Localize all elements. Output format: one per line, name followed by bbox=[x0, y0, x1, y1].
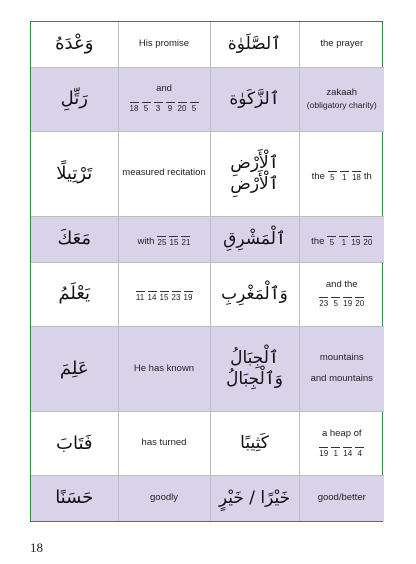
english-meaning-blank-line bbox=[312, 168, 372, 184]
arabic-word-cell bbox=[210, 216, 299, 262]
letter-blank: 1 bbox=[340, 171, 349, 184]
arabic-word-cell bbox=[31, 131, 118, 216]
table-row bbox=[31, 131, 384, 216]
arabic-word-cell bbox=[31, 327, 118, 412]
letter-blank: 23 bbox=[319, 299, 329, 309]
english-meaning-text: zakaah bbox=[326, 86, 358, 98]
english-meaning-blank-line bbox=[319, 444, 364, 460]
english-meaning-cell bbox=[299, 67, 384, 131]
arabic-word-cell bbox=[31, 476, 118, 521]
english-meaning-text: measured recitation bbox=[122, 167, 206, 179]
english-meaning-text: and the bbox=[325, 278, 358, 290]
letter-blank: 19 bbox=[351, 238, 361, 248]
arabic-word-cell bbox=[210, 131, 299, 216]
english-meaning-cell bbox=[299, 476, 384, 521]
arabic-word bbox=[214, 229, 296, 250]
english-meaning-blank-line bbox=[138, 233, 191, 249]
english-meaning-text: goodly bbox=[150, 492, 178, 504]
english-meaning-subtext: (obligatory charity) bbox=[306, 99, 377, 110]
english-meaning-cell bbox=[118, 131, 210, 216]
arabic-word-cell bbox=[31, 262, 118, 326]
letter-blank: 20 bbox=[177, 104, 187, 114]
arabic-word-line: ٱلزَّكَوٰة bbox=[229, 88, 280, 109]
english-meaning-blanks bbox=[328, 171, 361, 184]
letter-blank: 15 bbox=[159, 292, 169, 302]
arabic-word-line: وَٱلْمَغْرِبِ bbox=[221, 283, 288, 304]
arabic-word-cell bbox=[210, 327, 299, 412]
arabic-word-cell bbox=[210, 22, 299, 67]
arabic-word bbox=[214, 488, 296, 509]
letter-blank: 5 bbox=[327, 236, 336, 249]
table-row bbox=[31, 22, 384, 67]
english-meaning-blanks bbox=[327, 236, 372, 249]
english-meaning-cell bbox=[118, 262, 210, 326]
letter-blank: 25 bbox=[157, 238, 167, 248]
arabic-word-cell bbox=[210, 262, 299, 326]
english-meaning-blank-line bbox=[136, 288, 193, 304]
english-meaning-blank-line bbox=[319, 294, 364, 310]
letter-blank: 3 bbox=[154, 102, 163, 115]
english-meaning-cell bbox=[299, 327, 384, 412]
arabic-word-cell bbox=[31, 22, 118, 67]
letter-blank: 19 bbox=[343, 299, 353, 309]
english-meaning-blanks bbox=[319, 297, 364, 310]
vocabulary-table-body bbox=[31, 22, 384, 521]
letter-blank: 20 bbox=[355, 299, 365, 309]
arabic-word: وَعْدَهُ bbox=[55, 33, 94, 54]
arabic-word-cell bbox=[210, 476, 299, 521]
english-meaning-post: th bbox=[363, 170, 372, 182]
letter-blank: 5 bbox=[190, 102, 199, 115]
english-meaning-pre: with bbox=[137, 236, 155, 248]
english-meaning-text: a heap of bbox=[321, 427, 362, 439]
english-meaning-text: mountains bbox=[319, 352, 364, 364]
english-meaning-cell bbox=[118, 22, 210, 67]
arabic-word-line: ٱلْأَرْضِ bbox=[230, 173, 279, 194]
arabic-word bbox=[214, 34, 296, 55]
letter-blank: 5 bbox=[328, 171, 337, 184]
english-meaning-cell bbox=[118, 476, 210, 521]
letter-blank: 4 bbox=[355, 447, 364, 460]
english-meaning-text: His promise bbox=[138, 37, 190, 49]
arabic-word bbox=[214, 284, 296, 305]
english-meaning-text: good/better bbox=[317, 492, 366, 504]
arabic-word-cell bbox=[31, 412, 118, 476]
letter-blank: 19 bbox=[183, 292, 193, 302]
arabic-word: حَسَنًا bbox=[55, 487, 94, 509]
letter-blank: 19 bbox=[319, 448, 329, 458]
table-row bbox=[31, 216, 384, 262]
english-meaning-text: has turned bbox=[141, 437, 187, 449]
english-meaning-blanks bbox=[319, 447, 364, 460]
english-meaning-pre: the bbox=[311, 236, 325, 248]
english-meaning-cell bbox=[299, 22, 384, 67]
english-meaning-cell bbox=[118, 327, 210, 412]
letter-blank: 15 bbox=[169, 238, 179, 248]
letter-blank: 5 bbox=[142, 102, 151, 115]
letter-blank: 20 bbox=[363, 238, 373, 248]
arabic-word: تَرْتِيلًا bbox=[56, 162, 93, 184]
table-row bbox=[31, 327, 384, 412]
letter-blank: 14 bbox=[147, 292, 157, 302]
vocabulary-table-frame bbox=[30, 21, 383, 522]
letter-blank: 18 bbox=[351, 172, 361, 182]
english-meaning-cell bbox=[118, 67, 210, 131]
arabic-word-line: ٱلصَّلَوٰة bbox=[227, 33, 282, 54]
arabic-word-line: ٱلْجِبَالُ bbox=[230, 347, 279, 368]
english-meaning-text: and bbox=[156, 83, 172, 95]
english-meaning-blanks bbox=[136, 291, 193, 304]
arabic-word: يَعْلَمُ bbox=[58, 283, 91, 305]
arabic-word-cell bbox=[210, 67, 299, 131]
english-meaning-text: the prayer bbox=[320, 37, 364, 49]
letter-blank: 23 bbox=[171, 292, 181, 302]
arabic-word: عَلِمَ bbox=[59, 357, 89, 379]
english-meaning-text: He has known bbox=[133, 362, 195, 374]
letter-blank: 1 bbox=[331, 447, 340, 460]
table-row bbox=[31, 412, 384, 476]
english-meaning-cell bbox=[299, 131, 384, 216]
english-meaning-text-2: and mountains bbox=[310, 373, 373, 385]
english-meaning-cell bbox=[118, 216, 210, 262]
arabic-word-line: خَيْرًا / خَيْرٍ bbox=[218, 488, 291, 509]
arabic-word bbox=[214, 89, 296, 110]
arabic-word-cell bbox=[210, 412, 299, 476]
letter-blank: 5 bbox=[331, 297, 340, 310]
english-meaning-cell bbox=[299, 412, 384, 476]
table-row bbox=[31, 67, 384, 131]
letter-blank: 9 bbox=[166, 102, 175, 115]
arabic-word bbox=[214, 433, 296, 454]
arabic-word-cell bbox=[31, 216, 118, 262]
arabic-word-line: ٱلْأَرْضِ bbox=[230, 152, 279, 173]
letter-blank: 14 bbox=[343, 448, 353, 458]
english-meaning-blanks bbox=[157, 236, 190, 249]
arabic-word-line: كَثِيبًا bbox=[240, 433, 269, 454]
arabic-word bbox=[214, 153, 296, 196]
arabic-word-line: وَٱلْجِبَالُ bbox=[226, 369, 283, 390]
letter-blank: 11 bbox=[135, 292, 145, 302]
table-row bbox=[31, 262, 384, 326]
english-meaning-pre: the bbox=[311, 170, 325, 182]
letter-blank: 1 bbox=[339, 236, 348, 249]
letter-blank: 18 bbox=[129, 104, 139, 114]
letter-blank: 21 bbox=[181, 238, 191, 248]
english-meaning-blanks bbox=[130, 102, 199, 115]
arabic-word-cell bbox=[31, 67, 118, 131]
english-meaning-cell bbox=[118, 412, 210, 476]
page-number: 18 bbox=[30, 540, 43, 555]
vocabulary-table bbox=[31, 22, 384, 521]
english-meaning-blank-line bbox=[130, 99, 199, 115]
arabic-word bbox=[214, 348, 296, 391]
arabic-word: مَعَكَ bbox=[57, 228, 91, 250]
english-meaning-cell bbox=[299, 262, 384, 326]
arabic-word: رَتِّلِ bbox=[60, 87, 88, 109]
table-row bbox=[31, 476, 384, 521]
english-meaning-blank-line bbox=[311, 233, 372, 249]
arabic-word-line: ٱلْمَشْرِقِ bbox=[223, 228, 286, 249]
arabic-word: فَتَابَ bbox=[56, 432, 93, 454]
english-meaning-cell bbox=[299, 216, 384, 262]
